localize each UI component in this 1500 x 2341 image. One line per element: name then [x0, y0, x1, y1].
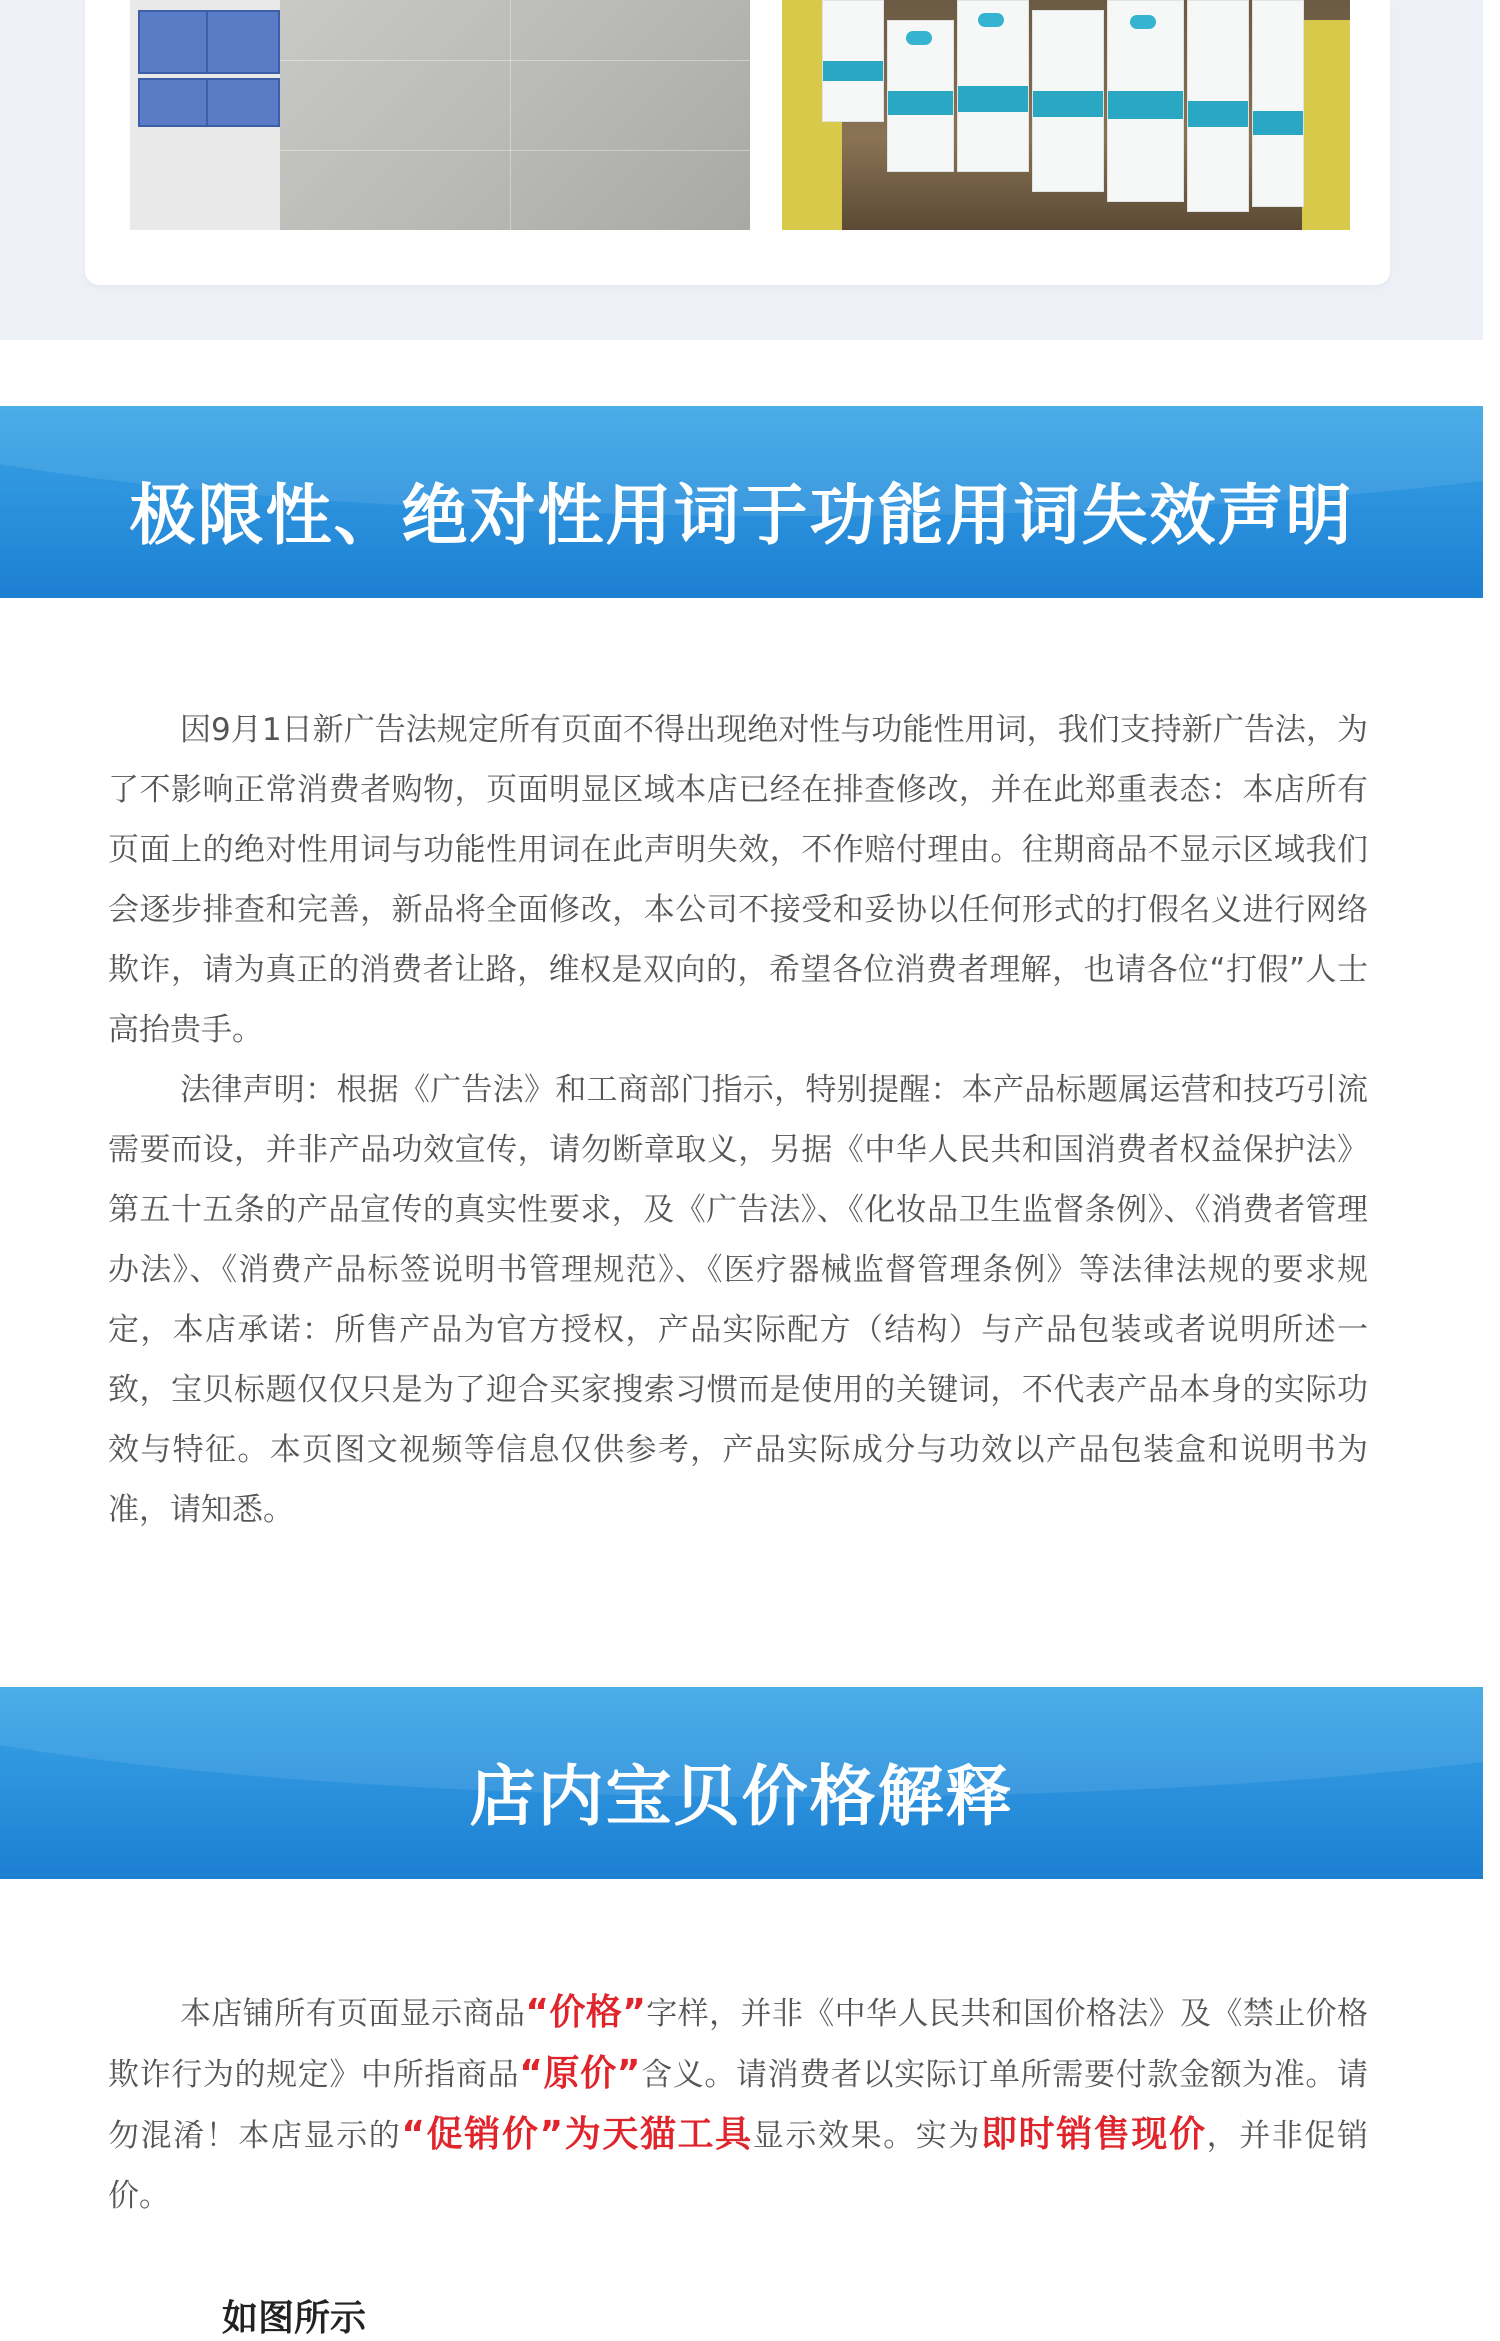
store-shelf-photo — [130, 0, 750, 230]
yellow-bag — [1302, 20, 1350, 230]
disclaimer-paragraph-2: 法律声明：根据《广告法》和工商部门指示，特别提醒：本产品标题属运营和技巧引流需要而设，并非产品功效宣传，请勿断章取义，另据《中华人民共和国消费者权益保护法》第五十五条的产品宣传的真实性要求，及《广告法》、《化妆品卫生监督条例》、《消费者管理办法》、《消费产品标签说明书管理规范》、《医疗器械监督管理条例》等法律法规的要求规定，本店承诺：所售产品为官方授权，产品实际配方（结构）与产品包装或者说明所述一致，宝贝标题仅仅只是为了迎合买家搜索习惯而是使用的关键词，不代表产品本身的实际功效与特征。本页图文视频等信息仅供参考，产品实际成分与功效以产品包装盒和说明书为准，请知悉。 — [108, 1072, 1368, 1528]
product-box — [1107, 0, 1184, 202]
original-price-highlight: “原价” — [519, 2053, 641, 2094]
product-box — [887, 20, 954, 172]
price-text-part: 字样，并非《中华人民共和国价格法》及《禁止价格欺诈行为的规定》中所指商品 — [108, 1996, 1369, 2093]
price-explanation-paragraph — [108, 1983, 1368, 2226]
shelf-product-box — [138, 78, 212, 127]
product-box — [1252, 0, 1304, 207]
price-text-part: 显示效果。实为 — [752, 2118, 981, 2154]
photo-card — [85, 0, 1390, 285]
product-box — [957, 0, 1029, 172]
shelf-product-box — [206, 78, 280, 127]
floor-tile-line — [280, 60, 750, 61]
disclaimer-title: 极限性、绝对性用词于功能用词失效声明 — [129, 477, 1354, 554]
shelf-product-box — [138, 10, 212, 74]
shelf-product-box — [206, 10, 280, 74]
floor-tile-line — [510, 0, 511, 230]
price-text-part: 含义。请消费者以实际订单所需要付款金额为准。请勿混淆！本店显示的 — [108, 2057, 1369, 2154]
floor-tile-line — [280, 150, 750, 151]
disclaimer-paragraph-1: 因9月1日新广告法规定所有页面不得出现绝对性与功能性用词，我们支持新广告法，为了不影响正常消费者购物，页面明显区域本店已经在排查修改，并在此郑重表态：本店所有页面上的绝对性用词与功能性用词在此声明失效，不作赔付理由。往期商品不显示区域我们会逐步排查和完善，新品将全面修改，本公司不接受和妥协以任何形式的打假名义进行网络欺诈，请为真正的消费者让路，维权是双向的，希望各位消费者理解，也请各位“打假”人士高抬贵手。 — [108, 712, 1368, 1048]
product-display-photo — [782, 0, 1350, 230]
price-text-part: 本店铺所有页面显示商品 — [180, 1996, 526, 2032]
product-box — [822, 0, 884, 122]
price-highlight: “价格” — [525, 1992, 646, 2033]
as-shown-caption: 如图所示 — [222, 2298, 367, 2339]
current-price-highlight: 即时销售现价 — [980, 2114, 1207, 2155]
product-box — [1032, 10, 1104, 192]
shelf — [130, 0, 280, 230]
disclaimer-text — [108, 700, 1368, 1540]
price-text-part: ，并非促销价。 — [108, 2118, 1369, 2214]
price-explanation-text — [108, 1983, 1368, 2226]
disclaimer-banner — [0, 406, 1483, 598]
promo-price-highlight: “促销价”为天猫工具 — [401, 2114, 753, 2155]
product-box — [1187, 0, 1249, 212]
price-explanation-banner — [0, 1687, 1483, 1879]
price-explanation-title: 店内宝贝价格解释 — [469, 1758, 1014, 1835]
